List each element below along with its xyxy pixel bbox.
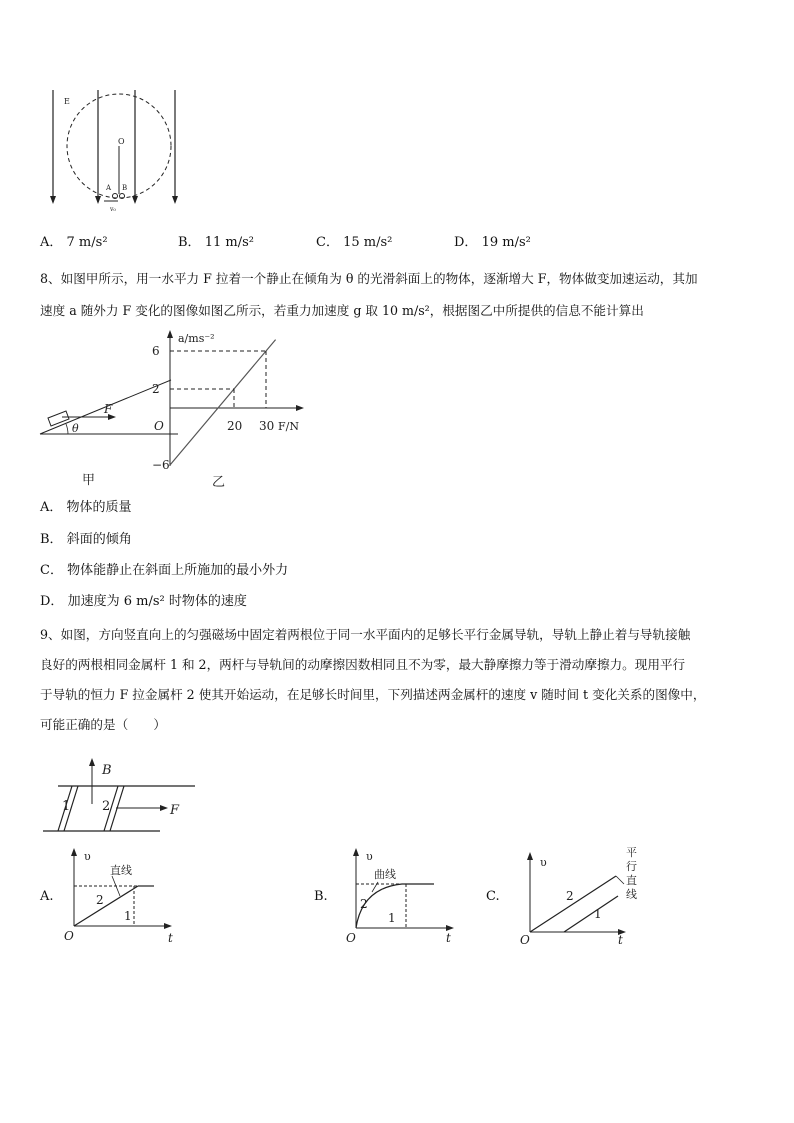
q8-origin-label: O xyxy=(154,419,164,433)
q8-stem-line-1: 8、如图甲所示，用一水平力 F 拉着一个静止在倾角为 θ 的光滑斜面上的物体，逐渐增大 F，物体做变加速运动，其加 xyxy=(40,271,698,286)
annotation-char-2: 行 xyxy=(626,860,637,873)
graph-rod-2-label: 2 xyxy=(96,893,104,907)
q9-rod-2-label: 2 xyxy=(102,799,111,814)
q9-stem-line-2: 良好的两根相同金属杆 1 和 2，两杆与导轨间的动摩擦因数相同且不为零，最大静摩擦力等于滑动摩擦力。现用平行 xyxy=(40,657,686,672)
option-text: 7 m/s² xyxy=(66,235,108,250)
graph-v-label: υ xyxy=(540,856,547,869)
q7-label-o: O xyxy=(118,137,125,146)
q9-option-c-letter: C. xyxy=(486,889,500,904)
graph-v-label: υ xyxy=(84,850,91,863)
option-letter: A． xyxy=(40,235,63,250)
option-text: 物体能静止在斜面上所施加的最小外力 xyxy=(67,563,289,578)
y-tick-label: −6 xyxy=(152,458,170,472)
option-letter: A． xyxy=(40,500,63,515)
q9-rod-1-label: 1 xyxy=(62,799,71,814)
q7-field-figure xyxy=(40,86,200,216)
q8-x-axis-label: F/N xyxy=(278,420,299,433)
graph-annotation: 直线 xyxy=(110,864,132,877)
graph-annotation xyxy=(626,846,641,901)
q8-a-f-graph xyxy=(148,326,318,490)
q7-option-a xyxy=(40,234,108,252)
q9-stem-line-4: 可能正确的是（ ） xyxy=(40,717,166,732)
graph-t-label: t xyxy=(168,931,173,942)
q8-force-label: F xyxy=(104,402,113,416)
graph-t-label: t xyxy=(446,931,451,944)
q7-option-c xyxy=(316,234,392,252)
q9-f-label: F xyxy=(170,803,180,818)
option-letter: C． xyxy=(40,563,63,578)
option-text: 物体的质量 xyxy=(66,500,132,515)
q8-option-b xyxy=(40,531,132,549)
x-tick-label: 30 xyxy=(259,419,275,433)
graph-rod-1-label: 1 xyxy=(594,907,602,921)
q8-caption-jia: 甲 xyxy=(82,473,96,488)
q7-label-v0: v₀ xyxy=(110,206,116,213)
q8-theta-label: θ xyxy=(72,422,79,435)
graph-rod-2-label: 2 xyxy=(360,897,368,911)
graph-origin-label: O xyxy=(520,933,530,944)
x-tick-label: 20 xyxy=(227,419,243,433)
q9-graph-a xyxy=(62,846,182,942)
q7-option-b xyxy=(178,234,254,252)
option-text: 19 m/s² xyxy=(481,235,531,250)
q9-graph-c xyxy=(516,846,656,944)
option-letter: D． xyxy=(40,594,64,609)
q8-option-a xyxy=(40,499,132,517)
q8-option-d xyxy=(40,593,247,611)
graph-origin-label: O xyxy=(346,931,356,944)
option-text: 15 m/s² xyxy=(343,235,393,250)
q9-option-b-letter: B. xyxy=(314,889,328,904)
option-letter: C． xyxy=(316,235,339,250)
q7-label-e: E xyxy=(64,97,70,106)
graph-line xyxy=(170,340,276,465)
option-letter: B． xyxy=(178,235,201,250)
q8-option-c xyxy=(40,562,288,580)
q9-stem-line-3: 于导轨的恒力 F 拉金属杆 2 使其开始运动，在足够长时间里，下列描述两金属杆的速度 v 随时间 t 变化关系的图像中， xyxy=(40,687,706,702)
graph-t-label: t xyxy=(618,933,623,944)
q8-caption-yi: 乙 xyxy=(212,475,226,490)
annotation-char-1: 平 xyxy=(626,846,637,859)
graph-rod-1-label: 1 xyxy=(388,911,396,925)
y-tick-label: 2 xyxy=(152,382,160,396)
option-text: 斜面的倾角 xyxy=(66,532,132,547)
graph-v-label: υ xyxy=(366,850,373,863)
q8-stem-line-2: 速度 a 随外力 F 变化的图像如图乙所示，若重力加速度 g 取 10 m/s²，根据图乙中所提供的信息不能计算出 xyxy=(40,303,644,318)
q9-b-label: B xyxy=(102,763,112,778)
q8-y-axis-label: a/ms⁻² xyxy=(178,332,215,345)
annotation-char-3: 直 xyxy=(626,874,637,887)
q9-rails-figure xyxy=(40,756,200,838)
q9-stem-line-1: 9、如图，方向竖直向上的匀强磁场中固定着两根位于同一水平面内的足够长平行金属导轨，导轨上静止着与导轨接触 xyxy=(40,627,691,642)
graph-rod-1-label: 1 xyxy=(124,909,132,923)
annotation-char-4: 线 xyxy=(626,888,637,901)
option-text: 加速度为 6 m/s² 时物体的速度 xyxy=(67,594,247,609)
graph-origin-label: O xyxy=(64,929,74,942)
q7-label-b: B xyxy=(122,184,128,192)
q9-option-a-letter: A. xyxy=(40,889,54,904)
graph-rod-2-label: 2 xyxy=(566,889,574,903)
option-letter: D． xyxy=(454,235,478,250)
option-text: 11 m/s² xyxy=(204,235,254,250)
y-tick-label: 6 xyxy=(152,344,160,358)
q7-label-a: A xyxy=(106,184,112,192)
q7-option-d xyxy=(454,234,531,252)
option-letter: B． xyxy=(40,532,63,547)
q9-graph-b xyxy=(344,846,464,944)
graph-annotation: 曲线 xyxy=(374,868,396,881)
